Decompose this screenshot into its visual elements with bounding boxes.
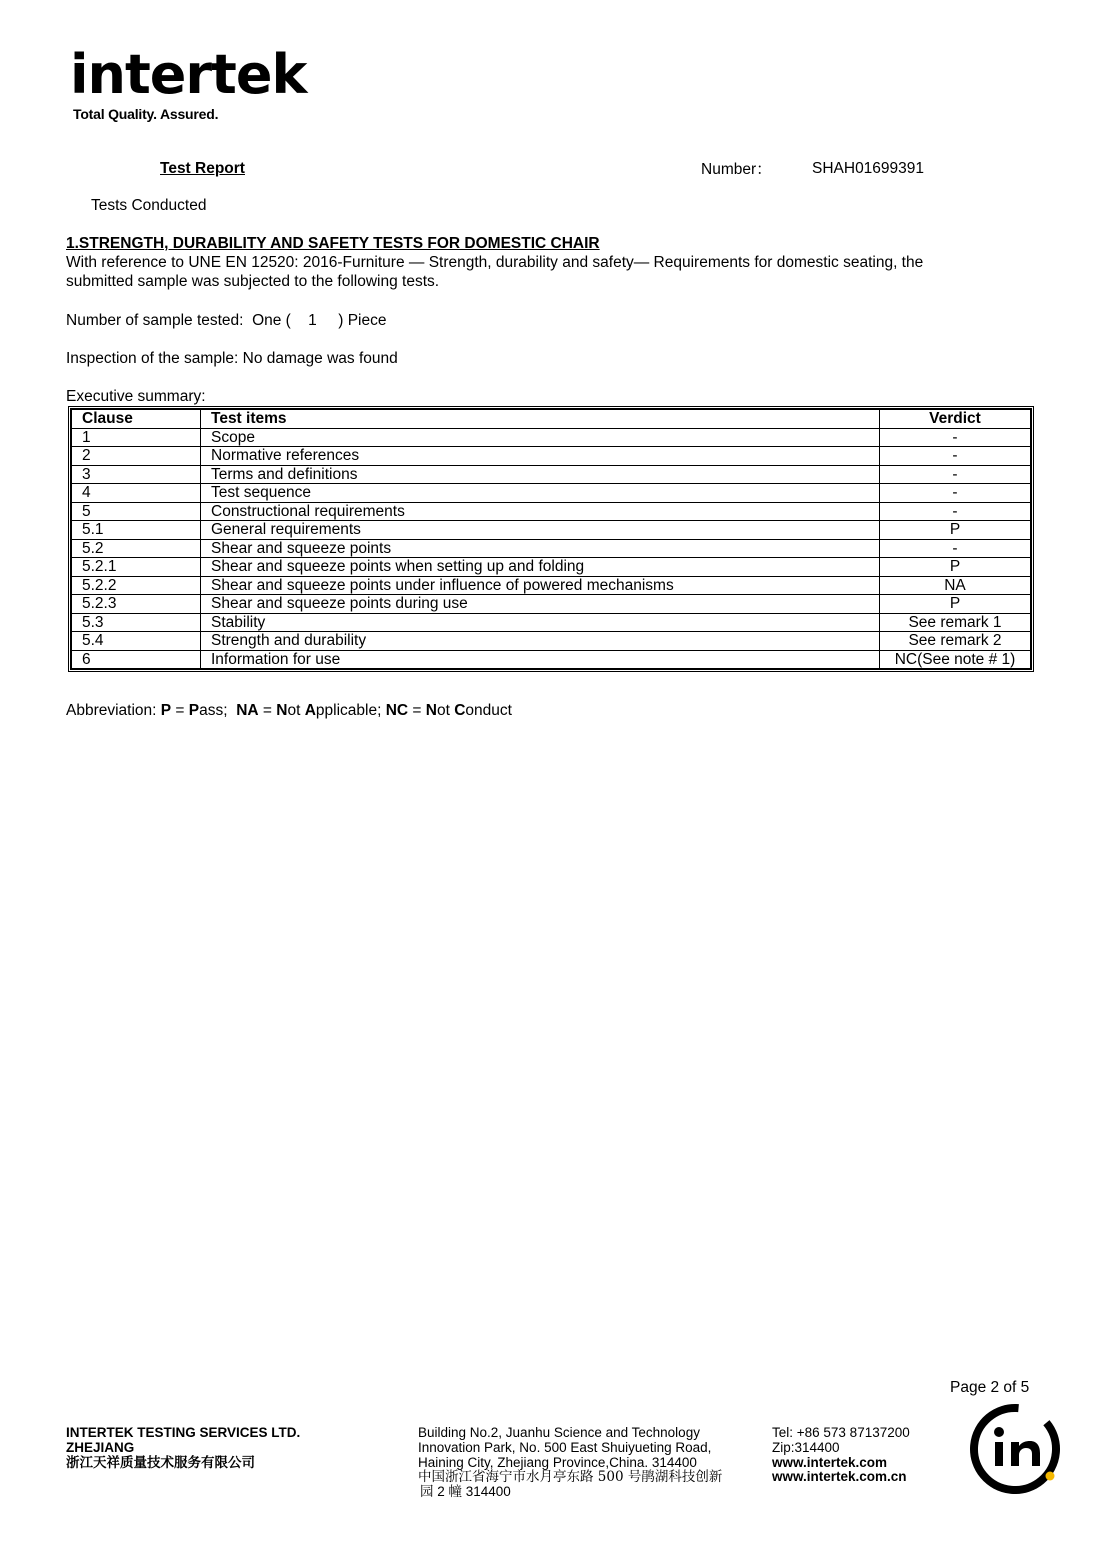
clause-cell: 5 bbox=[72, 502, 201, 521]
clause-cell: 1 bbox=[72, 428, 201, 447]
verdict-cell: - bbox=[880, 502, 1031, 521]
item-cell: Scope bbox=[201, 428, 880, 447]
footer-address-5: 园 2 幢 314400 bbox=[420, 1484, 511, 1499]
abbr-p-rest: ass; bbox=[199, 702, 237, 719]
item-cell: Shear and squeeze points when setting up and folding bbox=[201, 558, 880, 577]
footer-website: www.intertek.com bbox=[772, 1455, 888, 1470]
report-number-label: Number： bbox=[701, 161, 772, 178]
abbr-eq: = bbox=[171, 702, 189, 719]
clause-cell: 5.4 bbox=[72, 632, 201, 651]
item-cell: Test sequence bbox=[201, 484, 880, 503]
table-row bbox=[72, 613, 1031, 632]
item-cell: Stability bbox=[201, 613, 880, 632]
verdict-cell: See remark 2 bbox=[880, 632, 1031, 651]
verdict-cell: P bbox=[880, 558, 1031, 577]
table-row bbox=[72, 558, 1031, 577]
section-heading: 1.STRENGTH, DURABILITY AND SAFETY TESTS FOR DOMESTIC CHAIR bbox=[66, 235, 600, 252]
abbr-na-n: N bbox=[276, 702, 288, 719]
clause-cell: 2 bbox=[72, 447, 201, 466]
intertek-logo bbox=[70, 43, 307, 128]
verdict-cell: NC(See note # 1) bbox=[880, 650, 1031, 669]
sample-count: Number of sample tested: One ( 1 ) Piece bbox=[66, 312, 387, 329]
table-row bbox=[72, 539, 1031, 558]
item-cell: Information for use bbox=[201, 650, 880, 669]
clause-cell: 6 bbox=[72, 650, 201, 669]
footer-address-4: 中国浙江省海宁市水月亭东路 500 号鹃湖科技创新 bbox=[418, 1469, 723, 1485]
verdict-cell: - bbox=[880, 539, 1031, 558]
footer-tel: Tel: +86 573 87137200 bbox=[772, 1425, 910, 1440]
clause-cell: 5.3 bbox=[72, 613, 201, 632]
table-row bbox=[72, 465, 1031, 484]
abbr-eq: = bbox=[408, 702, 426, 719]
tests-conducted-label: Tests Conducted bbox=[91, 197, 207, 214]
verdict-cell: P bbox=[880, 521, 1031, 540]
abbreviation-legend bbox=[66, 702, 512, 720]
table-row bbox=[72, 650, 1031, 669]
verdict-cell: - bbox=[880, 447, 1031, 466]
clause-cell: 5.2.2 bbox=[72, 576, 201, 595]
footer-website-cn: www.intertek.com.cn bbox=[772, 1469, 907, 1484]
intro-line-1: With reference to UNE EN 12520: 2016-Furniture — Strength, durability and safety— Requirements for domestic seating, the bbox=[66, 254, 924, 271]
abbr-lead: Abbreviation: bbox=[66, 702, 161, 719]
footer-address-3: Haining City, Zhejiang Province,China. 314400 bbox=[418, 1455, 697, 1470]
verdict-cell: - bbox=[880, 465, 1031, 484]
clause-cell: 5.2.3 bbox=[72, 595, 201, 614]
table-row bbox=[72, 484, 1031, 503]
clause-cell: 5.1 bbox=[72, 521, 201, 540]
report-number-value: SHAH01699391 bbox=[812, 160, 925, 177]
item-cell: Shear and squeeze points under influence of powered mechanisms bbox=[201, 576, 880, 595]
abbr-p-initial: P bbox=[188, 702, 200, 719]
item-cell: Constructional requirements bbox=[201, 502, 880, 521]
verdict-cell: - bbox=[880, 428, 1031, 447]
item-cell: General requirements bbox=[201, 521, 880, 540]
header-clause: Clause bbox=[72, 410, 201, 429]
item-cell: Terms and definitions bbox=[201, 465, 880, 484]
abbr-na-ot: ot bbox=[287, 702, 305, 719]
table-row bbox=[72, 428, 1031, 447]
item-cell: Shear and squeeze points during use bbox=[201, 595, 880, 614]
abbr-nc-ot: ot bbox=[436, 702, 455, 719]
clause-cell: 5.2 bbox=[72, 539, 201, 558]
table-header-row bbox=[72, 410, 1031, 429]
header-verdict: Verdict bbox=[880, 410, 1031, 429]
item-cell: Shear and squeeze points bbox=[201, 539, 880, 558]
page-number: Page 2 of 5 bbox=[950, 1379, 1030, 1396]
abbr-na-code: NA bbox=[236, 702, 259, 719]
intertek-badge-icon bbox=[968, 1402, 1064, 1498]
verdict-cell: See remark 1 bbox=[880, 613, 1031, 632]
clause-cell: 3 bbox=[72, 465, 201, 484]
executive-summary-table bbox=[68, 406, 1034, 672]
header-test-items: Test items bbox=[201, 410, 880, 429]
footer-company-chinese: 浙江天祥质量技术服务有限公司 bbox=[66, 1455, 255, 1470]
abbr-eq: = bbox=[258, 702, 277, 719]
abbr-na-a: A bbox=[304, 702, 316, 719]
abbr-nc-n: N bbox=[425, 702, 437, 719]
footer-company-region: ZHEJIANG bbox=[66, 1440, 135, 1455]
verdict-cell: - bbox=[880, 484, 1031, 503]
item-cell: Strength and durability bbox=[201, 632, 880, 651]
inspection-result: Inspection of the sample: No damage was found bbox=[66, 350, 398, 367]
table-row bbox=[72, 576, 1031, 595]
footer-zip: Zip:314400 bbox=[772, 1440, 840, 1455]
footer-company-name: INTERTEK TESTING SERVICES LTD. bbox=[66, 1425, 301, 1440]
footer-address-2: Innovation Park, No. 500 East Shuiyueting Road, bbox=[418, 1440, 712, 1455]
verdict-cell: P bbox=[880, 595, 1031, 614]
report-title: Test Report bbox=[160, 160, 245, 177]
executive-summary-label: Executive summary: bbox=[66, 388, 206, 405]
clause-cell: 5.2.1 bbox=[72, 558, 201, 577]
table-row bbox=[72, 595, 1031, 614]
clause-cell: 4 bbox=[72, 484, 201, 503]
abbr-nc-c: C bbox=[454, 702, 466, 719]
footer-address-1: Building No.2, Juanhu Science and Technology bbox=[418, 1425, 700, 1440]
intro-line-2: submitted sample was subjected to the following tests. bbox=[66, 273, 440, 290]
abbr-na-rest: pplicable; bbox=[315, 702, 386, 719]
abbr-nc-code: NC bbox=[385, 702, 409, 719]
abbr-p-code: P bbox=[160, 702, 172, 719]
table-row bbox=[72, 502, 1031, 521]
table-row bbox=[72, 447, 1031, 466]
verdict-cell: NA bbox=[880, 576, 1031, 595]
logo-wordmark: intertek bbox=[70, 43, 307, 106]
logo-tagline: Total Quality. Assured. bbox=[73, 106, 219, 122]
table-row bbox=[72, 521, 1031, 540]
abbr-nc-rest: onduct bbox=[465, 702, 512, 719]
table-row bbox=[72, 632, 1031, 651]
item-cell: Normative references bbox=[201, 447, 880, 466]
